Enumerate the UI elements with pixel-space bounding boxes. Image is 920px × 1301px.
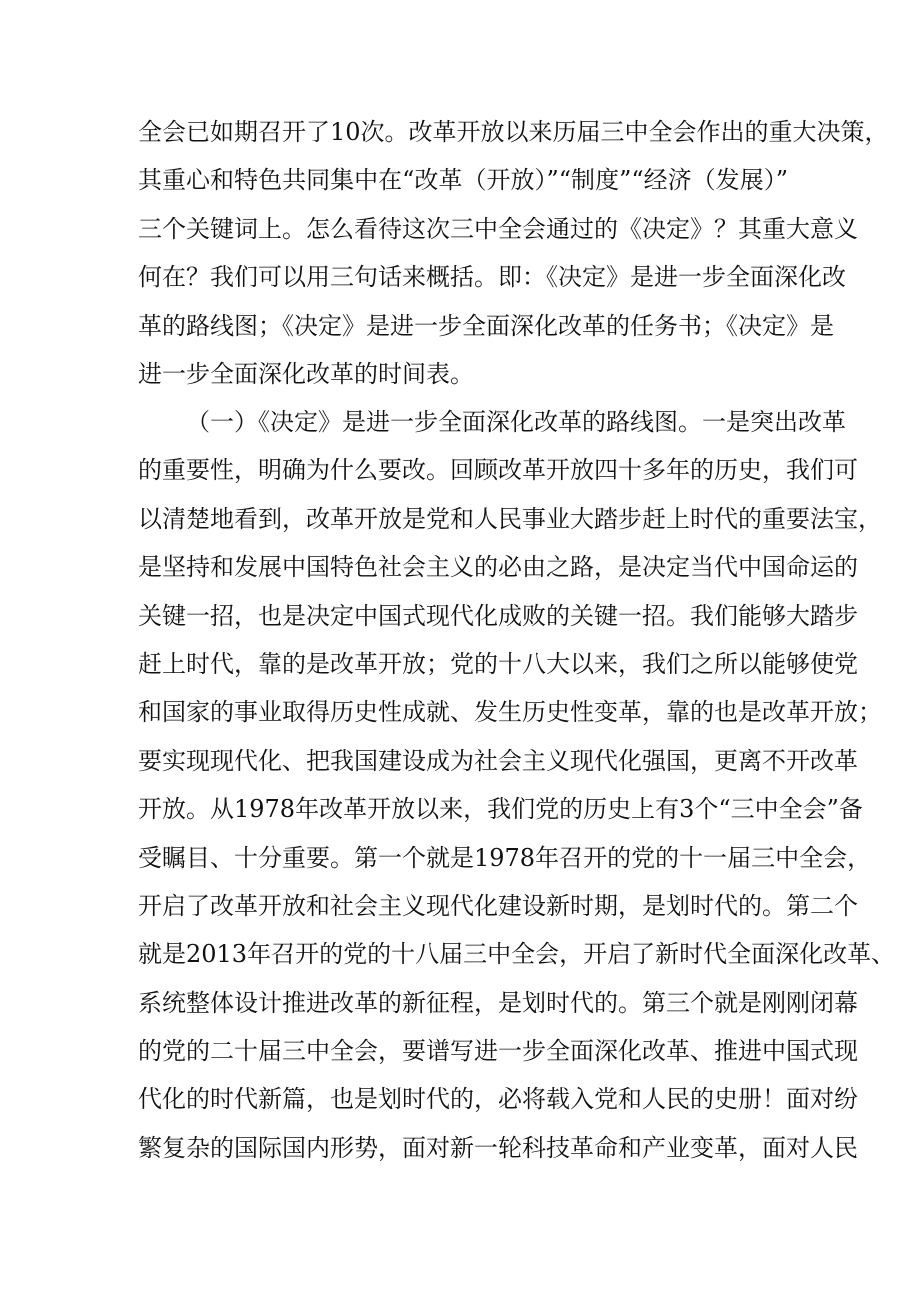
- paragraph-line: 的重要性，明确为什么要改。回顾改革开放四十多年的历史，我们可: [138, 456, 858, 485]
- paragraph-line: 革的路线图；《决定》是进一步全面深化改革的任务书；《决定》是: [138, 311, 834, 340]
- paragraph-line: 代化的时代新篇，也是划时代的，必将载入党和人民的史册！面对纷: [138, 1085, 858, 1114]
- paragraph-line: 就是2013年召开的党的十八届三中全会，开启了新时代全面深化改革、: [138, 940, 896, 969]
- paragraph-line: 受瞩目、十分重要。第一个就是1978年召开的党的十一届三中全会，: [138, 843, 872, 872]
- paragraph-line: 三个关键词上。怎么看待这次三中全会通过的《决定》？其重大意义: [138, 214, 858, 243]
- paragraph-line: 赶上时代，靠的是改革开放；党的十八大以来，我们之所以能够使党: [138, 649, 858, 678]
- paragraph-1: [138, 108, 889, 398]
- paragraph-line: 是坚持和发展中国特色社会主义的必由之路，是决定当代中国命运的: [138, 553, 858, 582]
- paragraph-line: （一）《决定》是进一步全面深化改革的路线图。一是突出改革: [186, 408, 846, 436]
- paragraph-line: 系统整体设计推进改革的新征程，是划时代的。第三个就是刚刚闭幕: [138, 988, 858, 1017]
- paragraph-line: 的党的二十届三中全会，要谱写进一步全面深化改革、推进中国式现: [138, 1037, 858, 1066]
- paragraph-2: [138, 398, 896, 1172]
- paragraph-line: 开放。从1978年改革开放以来，我们党的历史上有3个“三中全会”备: [138, 795, 863, 824]
- paragraph-line: 关键一招，也是决定中国式现代化成败的关键一招。我们能够大踏步: [138, 601, 858, 630]
- paragraph-line: 繁复杂的国际国内形势，面对新一轮科技革命和产业变革，面对人民: [138, 1133, 858, 1162]
- paragraph-line: 何在？我们可以用三句话来概括。即：《决定》是进一步全面深化改: [138, 263, 846, 292]
- paragraph-line: 以清楚地看到，改革开放是党和人民事业大踏步赶上时代的重要法宝，: [138, 504, 882, 533]
- paragraph-line: 进一步全面深化改革的时间表。: [138, 359, 474, 388]
- paragraph-line: 要实现现代化、把我国建设成为社会主义现代化强国，更离不开改革: [138, 746, 858, 775]
- paragraph-line: 全会已如期召开了10次。改革开放以来历届三中全会作出的重大决策，: [138, 118, 889, 146]
- paragraph-line: 开启了改革开放和社会主义现代化建设新时期，是划时代的。第二个: [138, 891, 858, 920]
- paragraph-line: 其重心和特色共同集中在“改革（开放）”“制度”“经济（发展）”: [138, 166, 788, 195]
- paragraph-line: 和国家的事业取得历史性成就、发生历史性变革，靠的也是改革开放；: [138, 698, 882, 727]
